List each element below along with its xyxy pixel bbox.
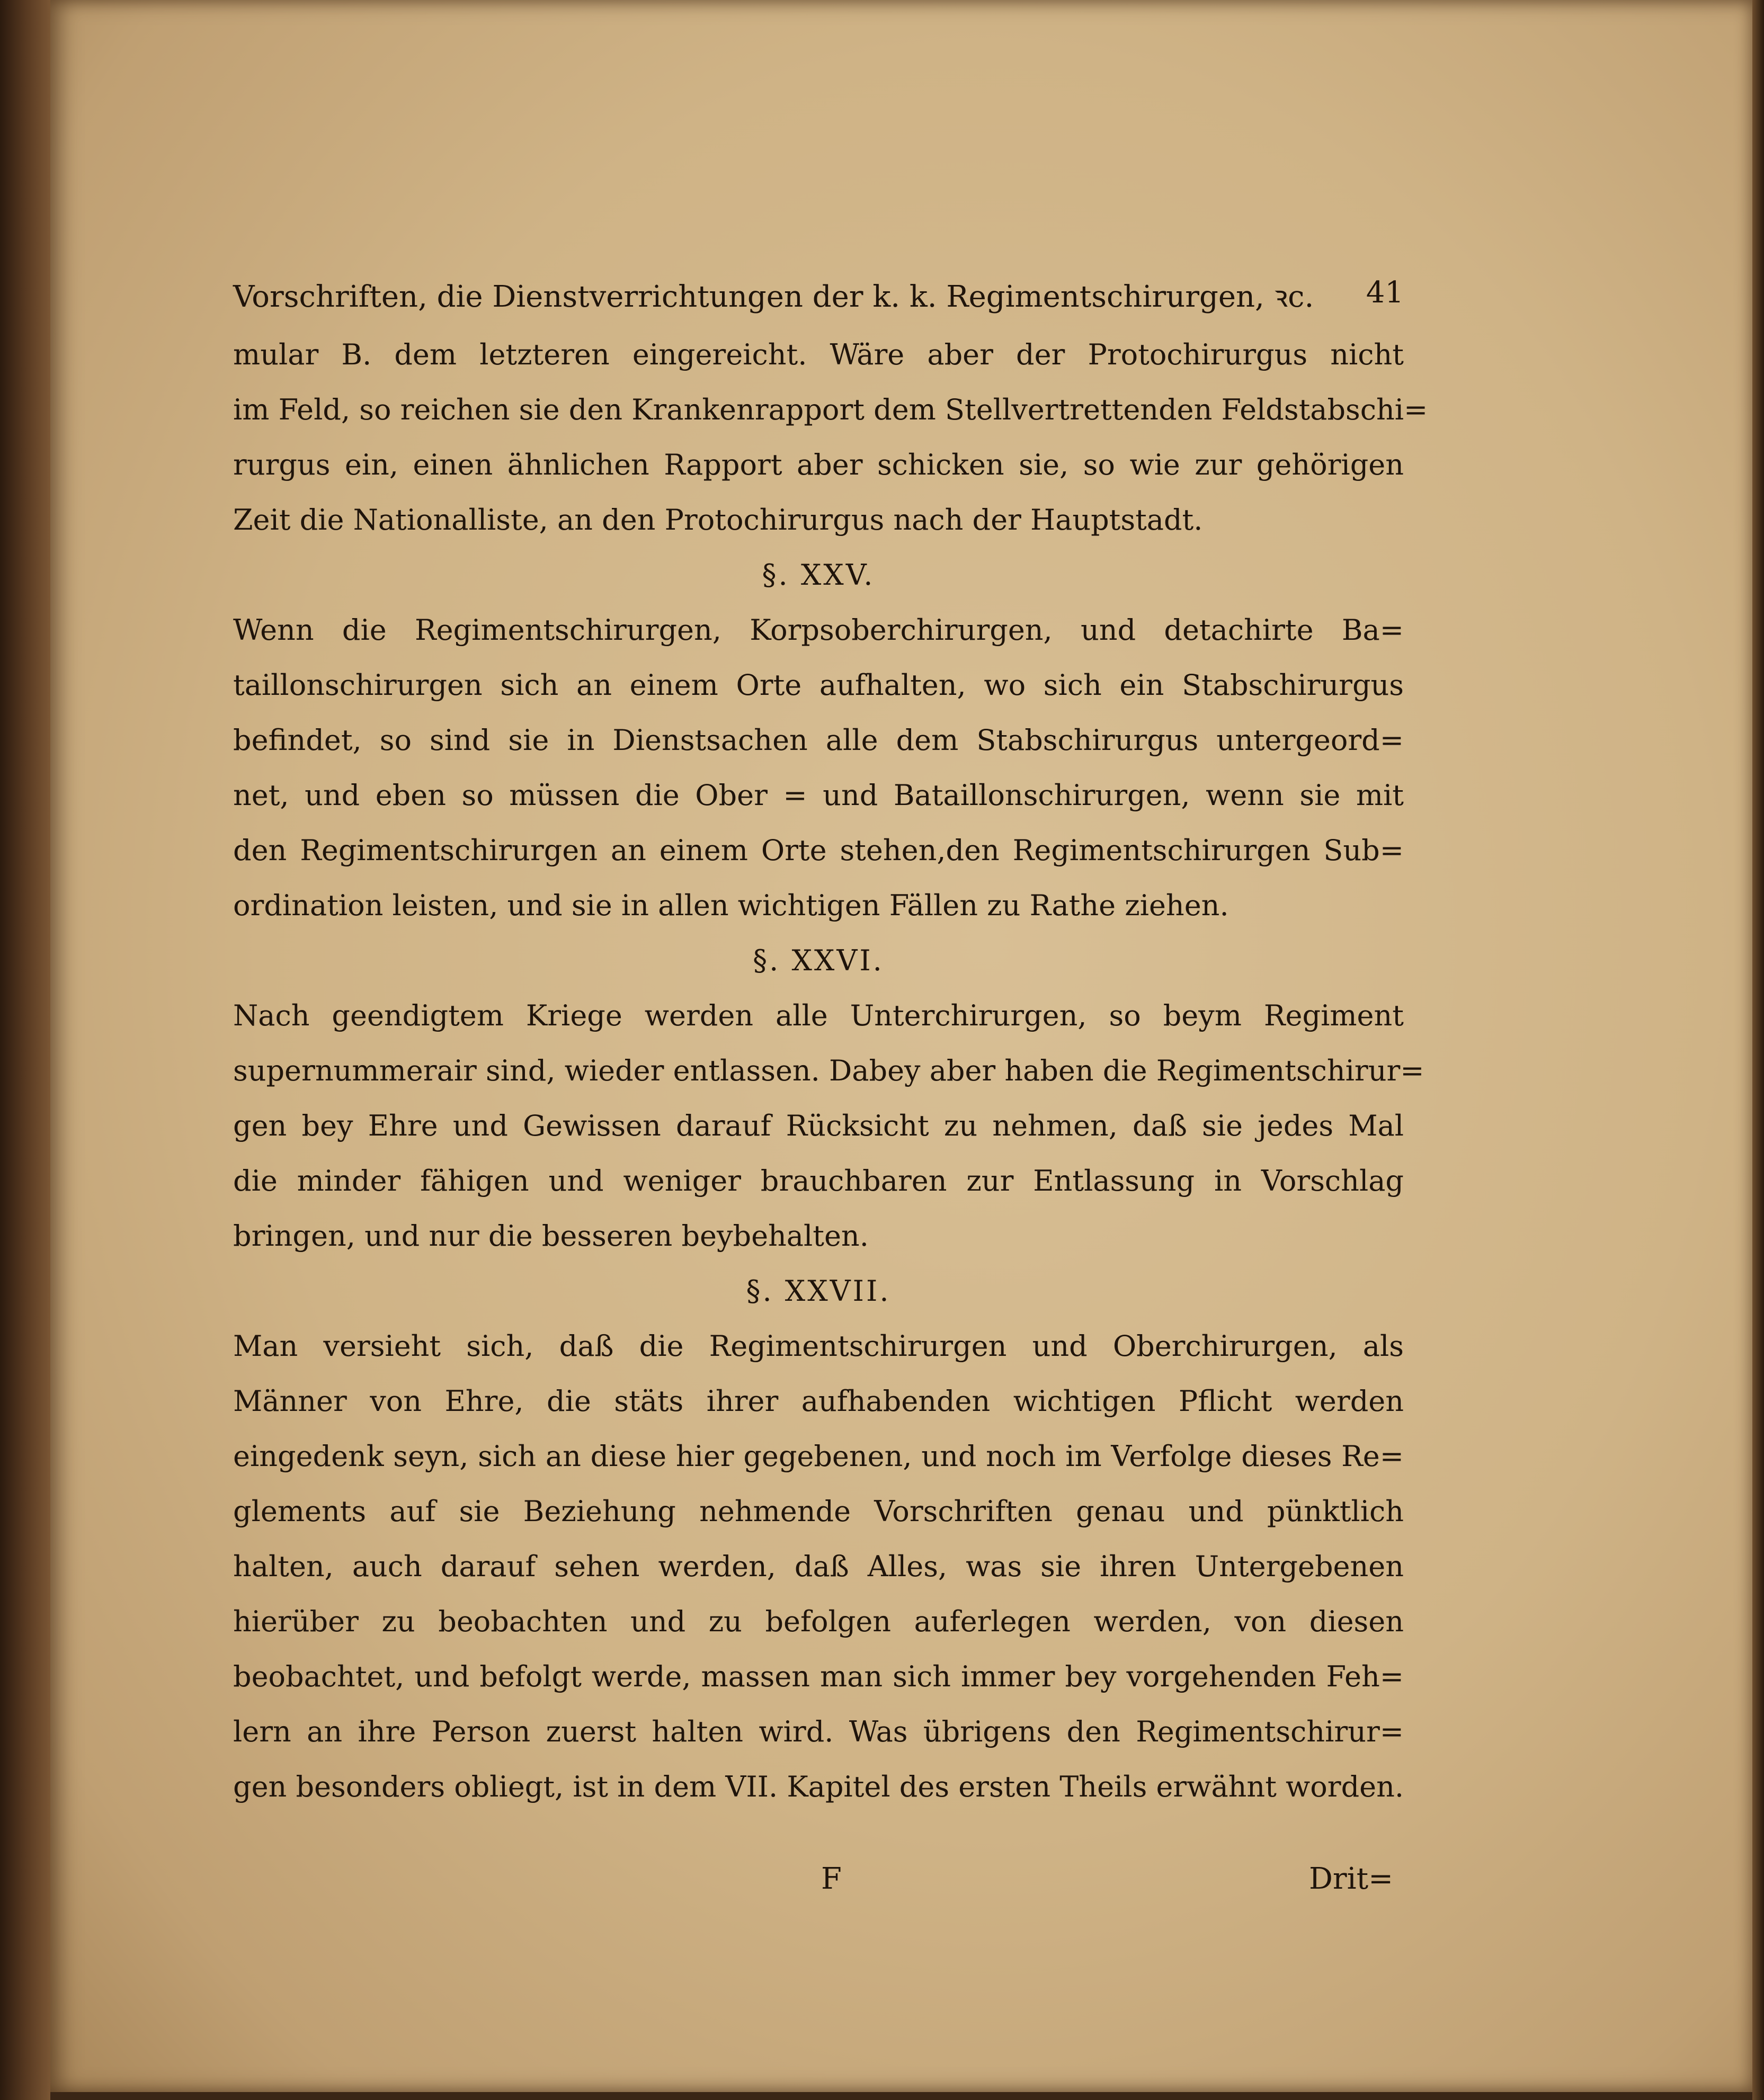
text-line: lern an ihre Person zuerst halten wird. Was übrigens den Regimentschirur= xyxy=(233,1715,1404,1748)
text-line: halten, auch darauf sehen werden, daß Alles, was sie ihren Untergebenen xyxy=(233,1550,1404,1583)
running-head xyxy=(233,275,1404,316)
text-line: Männer von Ehre, die stäts ihrer aufhabenden wichtigen Pflicht werden xyxy=(233,1384,1404,1418)
section-heading: §. XXV. xyxy=(762,558,875,592)
page-edge xyxy=(1752,0,1764,2100)
text-line: Nach geendigtem Kriege werden alle Unterchirurgen, so beym Regiment xyxy=(233,999,1404,1032)
text-line: gen bey Ehre und Gewissen darauf Rücksicht zu nehmen, daß sie jedes Mal xyxy=(233,1109,1404,1142)
page-footer xyxy=(233,1862,1404,1904)
page-number: 41 xyxy=(1366,275,1404,310)
text-line: Man versieht sich, daß die Regimentschirurgen und Oberchirurgen, als xyxy=(233,1329,1404,1363)
text-line: beobachtet, und befolgt werde, massen man sich immer bey vorgehenden Feh= xyxy=(233,1660,1404,1693)
signature-mark: F xyxy=(821,1862,842,1896)
text-line: glements auf sie Beziehung nehmende Vorschriften genau und pünktlich xyxy=(233,1495,1404,1528)
text-line: im Feld, so reichen sie den Krankenrapport dem Stellvertrettenden Feldstabschi= xyxy=(233,393,1428,426)
text-line: Wenn die Regimentschirurgen, Korpsoberchirurgen, und detachirte Ba= xyxy=(233,613,1404,647)
text-line: taillonschirurgen sich an einem Orte aufhalten, wo sich ein Stabschirurgus xyxy=(233,668,1404,702)
text-line: bringen, und nur die besseren beybehalten. xyxy=(233,1219,869,1253)
text-line: mular B. dem letzteren eingereicht. Wäre aber der Protochirurgus nicht xyxy=(233,338,1404,371)
book-gutter xyxy=(0,0,50,2100)
running-head-title: Vorschriften, die Dienstverrichtungen der k. k. Regimentschirurgen, ꝛc. xyxy=(233,280,1314,314)
text-line: Zeit die Nationalliste, an den Protochirurgus nach der Hauptstadt. xyxy=(233,503,1203,537)
text-line: den Regimentschirurgen an einem Orte stehen,den Regimentschirurgen Sub= xyxy=(233,834,1404,867)
text-line: rurgus ein, einen ähnlichen Rapport aber schicken sie, so wie zur gehörigen xyxy=(233,448,1404,481)
text-line: net, und eben so müssen die Ober = und Bataillonschirurgen, wenn sie mit xyxy=(233,779,1404,812)
text-line: die minder fähigen und weniger brauchbaren zur Entlassung in Vorschlag xyxy=(233,1164,1404,1198)
text-line: eingedenk seyn, sich an diese hier gegebenen, und noch im Verfolge dieses Re= xyxy=(233,1440,1404,1473)
text-line: gen besonders obliegt, ist in dem VII. Kapitel des ersten Theils erwähnt worden. xyxy=(233,1770,1404,1803)
catchword: Drit= xyxy=(1308,1862,1393,1896)
section-heading: §. XXVI. xyxy=(753,944,884,977)
text-line: hierüber zu beobachten und zu befolgen auferlegen werden, von diesen xyxy=(233,1605,1404,1638)
section-heading: §. XXVII. xyxy=(746,1274,891,1308)
text-line: ordination leisten, und sie in allen wichtigen Fällen zu Rathe ziehen. xyxy=(233,889,1229,922)
text-line: supernummerair sind, wieder entlassen. Dabey aber haben die Regimentschirur= xyxy=(233,1054,1424,1087)
text-line: befindet, so sind sie in Dienstsachen alle dem Stabschirurgus untergeord= xyxy=(233,723,1404,757)
